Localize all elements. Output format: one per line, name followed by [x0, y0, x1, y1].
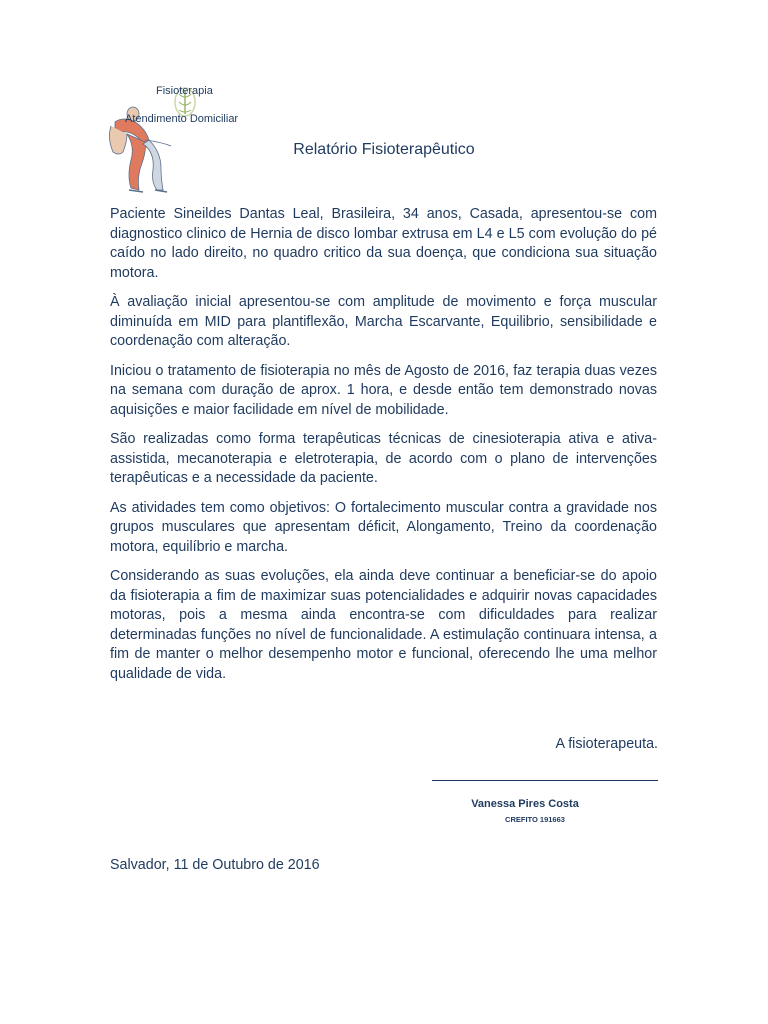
- signature-credential: CREFITO 191663: [505, 815, 565, 824]
- report-body: [110, 205, 657, 694]
- signature-line: [432, 780, 658, 781]
- paragraph-patient-info: Paciente Sineildes Dantas Leal, Brasileira, 34 anos, Casada, apresentou-se com diagnostico clinico de Hernia de disco lombar extrusa em L4 e L5 com evolução do pé caído no lado direito, no quadro critico da sua doença, que condiciona sua situação motora.: [110, 206, 657, 281]
- signature-intro: A fisioterapeuta.: [555, 736, 658, 752]
- logo-text-fisioterapia: Fisioterapia: [156, 85, 213, 97]
- document-title-text: Relatório Fisioterapêutico: [293, 141, 475, 158]
- paragraph-techniques: São realizadas como forma terapêuticas técnicas de cinesioterapia ativa e ativa-assistida, mecanoterapia e eletroterapia, de acordo com o plano de intervenções terapêuticas e a necessidade da paciente.: [110, 431, 657, 486]
- physiotherapy-logo: [105, 82, 255, 197]
- place-date: Salvador, 11 de Outubro de 2016: [110, 857, 320, 873]
- document-title: [0, 141, 768, 159]
- paragraph-initial-evaluation: À avaliação inicial apresentou-se com amplitude de movimento e força muscular diminuída em MID para plantiflexão, Marcha Escarvante, Equilibrio, sensibilidade e coordenação com alteração.: [110, 294, 657, 349]
- logo-text-atendimento: Atendimento Domiciliar: [125, 113, 239, 125]
- signature-name: Vanessa Pires Costa: [471, 798, 579, 810]
- paragraph-conclusion: Considerando as suas evoluções, ela ainda deve continuar a beneficiar-se do apoio da fisioterapia a fim de maximizar suas potencialidades e adquirir novas capacidades motoras, pois a mesma ainda encontra-se com dificuldades para realizar determinadas funções no nível de funcionalidade. A estimulação continuara intensa, a fim de manter o melhor desempenho motor e funcional, oferecendo lhe uma melhor qualidade de vida.: [110, 568, 657, 682]
- paragraph-treatment-start: Iniciou o tratamento de fisioterapia no mês de Agosto de 2016, faz terapia duas vezes na semana com duração de aprox. 1 hora, e desde então tem demonstrado novas aquisições e maior facilidade em nível de mobilidade.: [110, 362, 657, 418]
- paragraph-objectives: As atividades tem como objetivos: O fortalecimento muscular contra a gravidade nos grupos musculares que apresentam déficit, Alongamento, Treino da coordenação motora, equilíbrio e marcha.: [110, 499, 657, 555]
